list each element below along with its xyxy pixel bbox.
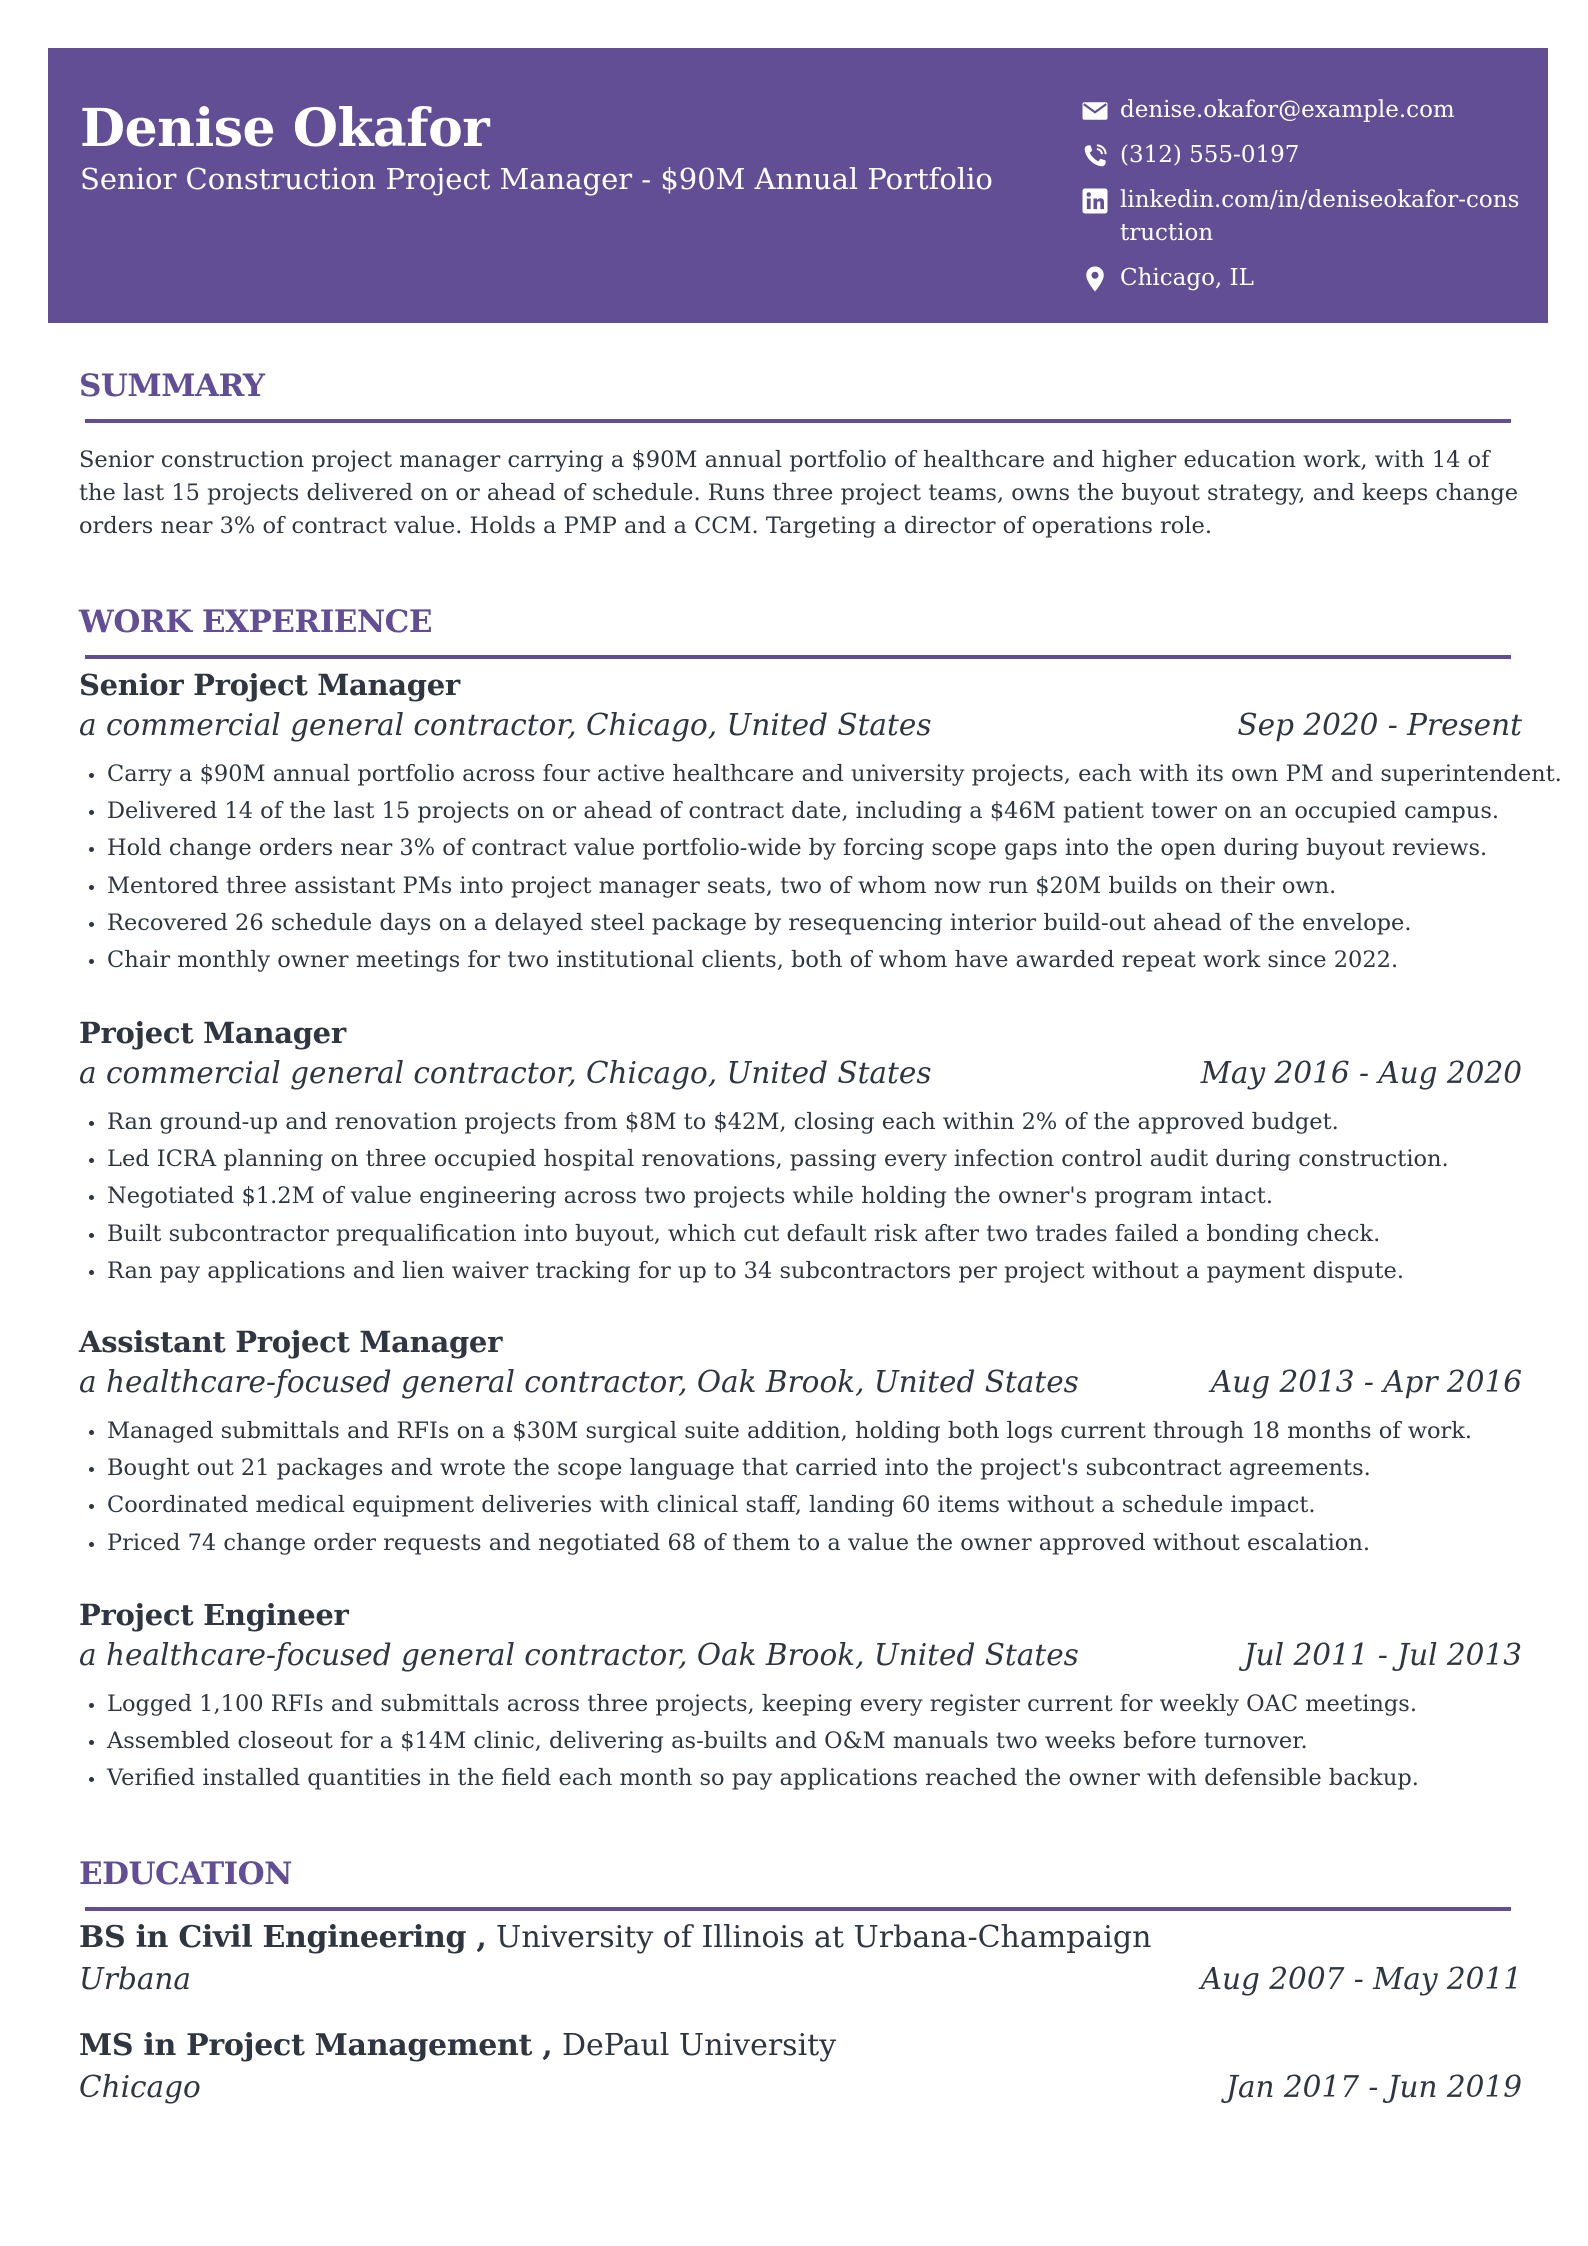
job-dates: Sep 2020 - Present [1237, 708, 1522, 742]
education-school: DePaul University [561, 2028, 837, 2063]
linkedin-icon [1080, 186, 1110, 216]
list-item: Bought out 21 packages and wrote the scope language that carried into the project's subcontract agreements. [79, 1450, 1519, 1487]
job-meta [79, 1056, 1522, 1096]
list-item: Ran ground-up and renovation projects from $8M to $42M, closing each within 2% of the approved budget. [79, 1104, 1519, 1141]
list-item: Negotiated $1.2M of value engineering across two projects while holding the owner's program intact. [79, 1178, 1519, 1215]
contact-email[interactable] [1080, 94, 1520, 127]
contact-linkedin-text: linkedin.com/in/deniseokafor-construction [1120, 187, 1520, 246]
list-item: Assembled closeout for a $14M clinic, delivering as-builts and O&M manuals two weeks before turnover. [79, 1723, 1519, 1760]
education-degree: BS in Civil Engineering , [79, 1920, 487, 1955]
education-entry [79, 2028, 836, 2063]
education-heading: EDUCATION [79, 1856, 292, 1892]
job-company: a healthcare-focused general contractor, Oak Brook, United States [79, 1638, 1079, 1672]
job-company: a commercial general contractor, Chicago, United States [79, 1056, 932, 1090]
list-item: Carry a $90M annual portfolio across four active healthcare and university projects, each with its own PM and superintendent. [79, 756, 1519, 793]
education-degree: MS in Project Management , [79, 2028, 553, 2063]
job-title: Senior Project Manager [79, 668, 460, 702]
summary-divider [85, 419, 1511, 423]
experience-divider [85, 655, 1511, 659]
list-item: Delivered 14 of the last 15 projects on or ahead of contract date, including a $46M patient tower on an occupied campus. [79, 793, 1519, 830]
contact-phone[interactable] [1080, 139, 1520, 172]
contact-email-text: denise.okafor@example.com [1120, 97, 1455, 123]
education-dates: Jan 2017 - Jun 2019 [1226, 2070, 1522, 2104]
list-item: Ran pay applications and lien waiver tracking for up to 34 subcontractors per project without a payment dispute. [79, 1253, 1519, 1290]
job-dates: May 2016 - Aug 2020 [1200, 1056, 1522, 1090]
list-item: Led ICRA planning on three occupied hospital renovations, passing every infection control audit during construction. [79, 1141, 1519, 1178]
job-company: a healthcare-focused general contractor, Oak Brook, United States [79, 1365, 1079, 1399]
contact-list [1080, 94, 1520, 307]
job-title: Project Engineer [79, 1598, 349, 1632]
education-location: Urbana [79, 1962, 192, 1996]
job-title: Assistant Project Manager [79, 1325, 503, 1359]
mail-icon [1080, 96, 1110, 126]
job-bullets [79, 1413, 1519, 1562]
list-item: Chair monthly owner meetings for two institutional clients, both of whom have awarded repeat work since 2022. [79, 942, 1519, 979]
resume-header [48, 48, 1548, 323]
job-bullets [79, 1686, 1519, 1798]
job-meta [79, 1638, 1522, 1678]
education-dates: Aug 2007 - May 2011 [1200, 1962, 1522, 1996]
location-pin-icon [1080, 264, 1110, 294]
contact-location [1080, 262, 1520, 295]
contact-location-text: Chicago, IL [1120, 265, 1254, 291]
list-item: Managed submittals and RFIs on a $30M surgical suite addition, holding both logs current through 18 months of work. [79, 1413, 1519, 1450]
job-title: Project Manager [79, 1016, 346, 1050]
summary-text: Senior construction project manager carrying a $90M annual portfolio of healthcare and higher education work, with 14 of the last 15 projects delivered on or ahead of schedule. Runs three project teams, owns the buyout strategy, and keeps change orders near 3% of contract value. Holds a PMP and a CCM. Targeting a director of operations role. [79, 447, 1519, 539]
job-dates: Aug 2013 - Apr 2016 [1210, 1365, 1522, 1399]
summary-heading: SUMMARY [79, 368, 265, 404]
job-dates: Jul 2011 - Jul 2013 [1243, 1638, 1522, 1672]
job-company: a commercial general contractor, Chicago, United States [79, 708, 932, 742]
education-school: University of Illinois at Urbana-Champaign [496, 1920, 1152, 1955]
education-meta [79, 1962, 1522, 2002]
list-item: Hold change orders near 3% of contract value portfolio-wide by forcing scope gaps into the open during buyout reviews. [79, 830, 1519, 867]
list-item: Mentored three assistant PMs into project manager seats, two of whom now run $20M builds on their own. [79, 868, 1519, 905]
education-meta [79, 2070, 1522, 2110]
phone-icon [1080, 141, 1110, 171]
job-meta [79, 1365, 1522, 1405]
list-item: Verified installed quantities in the field each month so pay applications reached the owner with defensible backup. [79, 1760, 1519, 1797]
candidate-tagline: Senior Construction Project Manager - $90M Annual Portfolio [80, 162, 993, 196]
list-item: Built subcontractor prequalification into buyout, which cut default risk after two trades failed a bonding check. [79, 1216, 1519, 1253]
job-bullets [79, 756, 1562, 979]
experience-heading: WORK EXPERIENCE [79, 604, 432, 640]
job-bullets [79, 1104, 1519, 1290]
education-divider [85, 1907, 1511, 1911]
list-item: Priced 74 change order requests and negotiated 68 of them to a value the owner approved without escalation. [79, 1525, 1519, 1562]
candidate-name: Denise Okafor [80, 98, 490, 159]
education-entry [79, 1920, 1151, 1955]
list-item: Coordinated medical equipment deliveries with clinical staff, landing 60 items without a schedule impact. [79, 1487, 1519, 1524]
contact-phone-text: (312) 555-0197 [1120, 142, 1300, 168]
contact-linkedin[interactable] [1080, 184, 1520, 250]
job-meta [79, 708, 1522, 748]
list-item: Logged 1,100 RFIs and submittals across three projects, keeping every register current for weekly OAC meetings. [79, 1686, 1519, 1723]
education-location: Chicago [79, 2070, 201, 2104]
list-item: Recovered 26 schedule days on a delayed steel package by resequencing interior build-out ahead of the envelope. [79, 905, 1519, 942]
